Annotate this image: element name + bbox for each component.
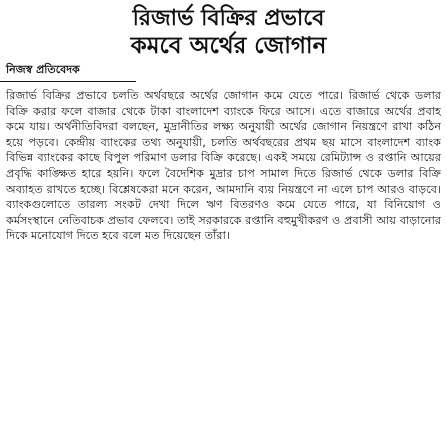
headline-line-1: রিজার্ভ বিক্রির প্রভাবে xyxy=(132,5,325,31)
byline: নিজস্ব প্রতিবেদক xyxy=(0,60,136,82)
article-paragraph: রিজার্ভ বিক্রির প্রভাবে চলতি অর্থবছরে অর্থের জোগান কমে যেতে পারে। রিজার্ভ থেকে ডলার বিক্রি করার ফলে বাজার থেকে টাকা বাংলাদেশ ব্যাংকে ফিরে আসে। এতে বাজারে অর্থের প্রবাহ কমে যায়। অর্থনীতিবিদরা বলছেন, মুদ্রানীতির লক্ষ্য অনুযায়ী অর্থের জোগান নিয়ন্ত্রণে রাখা কঠিন হয়ে পড়বে। কেন্দ্রীয় ব্যাংকের তথ্য অনুযায়ী, চলতি অর্থবছরের প্রথম ছয় মাসে বাংলাদেশ ব্যাংক বিভিন্ন ব্যাংকের কাছে বিপুল পরিমাণ ডলার বিক্রি করেছে। একই সময়ে রেমিট্যান্স ও রপ্তানি আয়ের প্রবৃদ্ধি কাঙ্ক্ষিত হারে হয়নি। ফলে বৈদেশিক মুদ্রার চাপ সামাল দিতে রিজার্ভ থেকে ডলার বিক্রি অব্যাহত রাখতে হচ্ছে। বিশ্লেষকেরা মনে করেন, আমদানি ব্যয় নিয়ন্ত্রণে না এলে চাপ আরও বাড়বে। ব্যাংকগুলোতে তারল্য সংকট দেখা দিলে ঋণ বিতরণও কমে যেতে পারে, যা বিনিয়োগ ও কর্মসংস্থানে নেতিবাচক প্রভাব ফেলবে। তাই সরকারকে রপ্তানি বহুমুখীকরণ ও প্রবাসী আয় বাড়ানোর দিকে মনোযোগ দিতে হবে বলে মত দিয়েছেন তাঁরা। xyxy=(6,89,441,243)
article-body xyxy=(0,82,447,244)
headline-line-2: কমবে অর্থের জোগান xyxy=(130,32,327,59)
